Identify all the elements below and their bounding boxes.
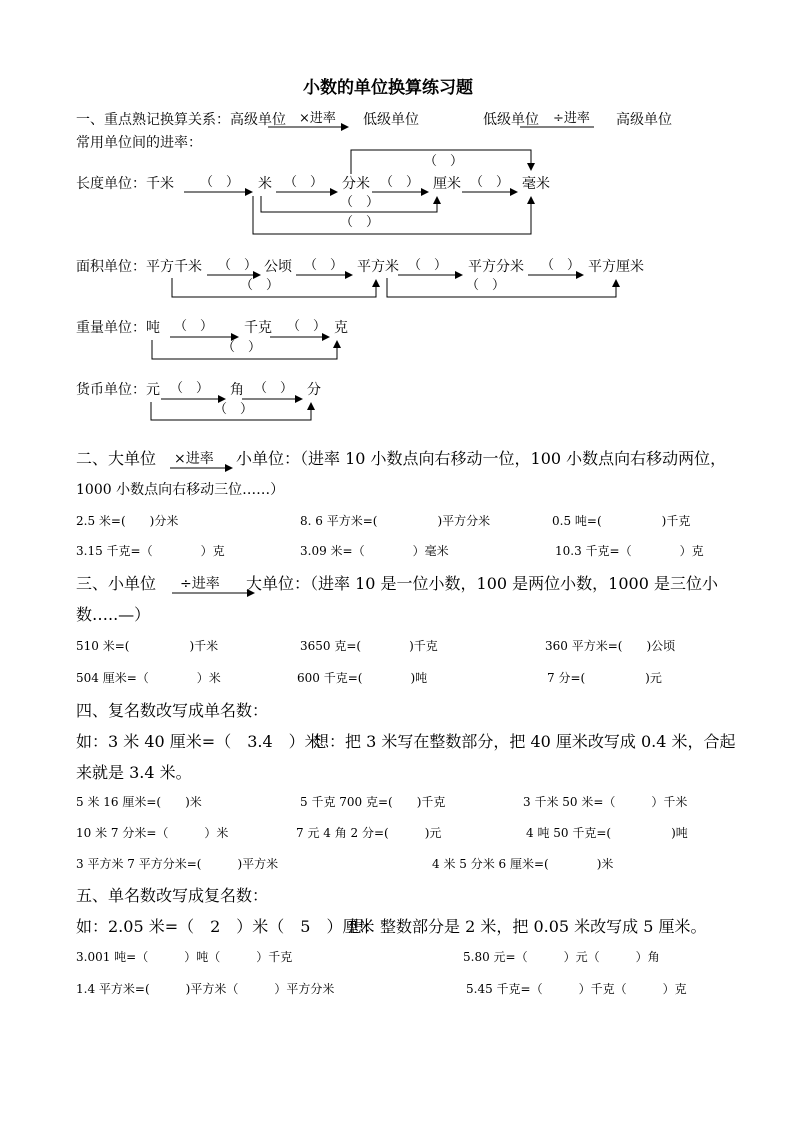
area-blank-low-2: （ ） (466, 278, 506, 293)
length-unit-mm: 毫米 (522, 176, 550, 192)
part5-heading: 五、单名数改写成复名数： (76, 886, 269, 905)
length-blank-top: （ ） (424, 154, 464, 169)
money-bracket (151, 402, 311, 420)
part4-example-b: 想：把 3 米写在整数部分，把 40 厘米改写成 0.4 米，合起 (313, 732, 736, 751)
part1-heading: 一、重点熟记换算关系：高级单位 (76, 112, 286, 128)
part2-rate: ×进率 (174, 451, 214, 467)
money-label: 货币单位： (76, 382, 146, 398)
p2-q5: 3.09 米=（ ）毫米 (300, 544, 449, 558)
area-blank-3: （ ） (408, 258, 448, 273)
length-blank-3: （ ） (380, 175, 420, 190)
area-unit-cm2: 平方厘米 (588, 259, 644, 275)
p2-q4: 3.15 千克=（ ）克 (76, 544, 225, 558)
part3-heading-a: 三、小单位 (76, 574, 157, 593)
p3-q5: 600 千克=( )吨 (297, 671, 428, 685)
p4-q6: 4 吨 50 千克=( )吨 (526, 826, 688, 840)
weight-unit-kg: 千克 (244, 320, 272, 336)
length-label: 长度单位： (76, 176, 146, 192)
div-rate-label: ÷进率 (553, 111, 590, 126)
p4-q2: 5 千克 700 克=( )千克 (300, 795, 446, 809)
p3-q3: 360 平方米=( )公顷 (545, 639, 676, 653)
p3-q6: 7 分=( )元 (547, 671, 662, 685)
p5-q1: 3.001 吨=（ ）吨（ ）千克 (76, 950, 293, 964)
part2-heading-a: 二、大单位 (76, 449, 157, 468)
part3-rate: ÷进率 (180, 576, 220, 592)
p2-q6: 10.3 千克=（ ）克 (555, 544, 704, 558)
length-blank-1: （ ） (200, 175, 240, 190)
weight-bracket (152, 340, 337, 359)
weight-blank-2: （ ） (287, 319, 327, 334)
p2-q1: 2.5 米=( )分米 (76, 514, 179, 528)
part4-example-a: 如：3 米 40 厘米=（ 3.4 ）米 (76, 732, 321, 751)
area-blank-4: （ ） (541, 258, 581, 273)
p3-q2: 3650 克=( )千克 (300, 639, 438, 653)
p3-q1: 510 米=( )千米 (76, 639, 219, 653)
p2-q2: 8. 6 平方米=( )平方分米 (300, 514, 491, 528)
area-blank-2: （ ） (304, 258, 344, 273)
p4-q4: 10 米 7 分米=（ ）米 (76, 826, 229, 840)
p4-q7: 3 平方米 7 平方分米=( )平方米 (76, 857, 279, 871)
weight-unit-t: 吨 (146, 320, 160, 336)
part4-heading: 四、复名数改写成单名数： (76, 701, 269, 720)
p4-q5: 7 元 4 角 2 分=( )元 (296, 826, 442, 840)
area-unit-ha: 公顷 (264, 259, 292, 275)
area-blank-1: （ ） (218, 258, 258, 273)
weight-unit-g: 克 (334, 320, 348, 336)
part5-example-a: 如：2.05 米=（ 2 ）米（ 5 ）厘米 (76, 917, 375, 936)
common-rate-label: 常用单位间的进率： (76, 135, 202, 151)
low-unit-label: 低级单位 (363, 112, 419, 128)
p3-q4: 504 厘米=（ ）米 (76, 671, 221, 685)
weight-blank-low: （ ） (222, 340, 262, 355)
money-unit-yuan: 元 (146, 382, 160, 398)
money-blank-2: （ ） (254, 381, 294, 396)
page-title: 小数的单位换算练习题 (303, 78, 473, 98)
p4-q1: 5 米 16 厘米=( )米 (76, 795, 202, 809)
p2-q3: 0.5 吨=( )千克 (552, 514, 691, 528)
length-unit-cm: 厘米 (433, 176, 461, 192)
part2-heading-c: 1000 小数点向右移动三位……） (76, 482, 285, 498)
area-unit-km2: 平方千米 (146, 259, 202, 275)
length-blank-low-2: （ ） (340, 215, 380, 230)
area-unit-m2: 平方米 (357, 259, 399, 275)
part2-heading-b: 小单位：（进率 10 小数点向右移动一位，100 小数点向右移动两位， (236, 449, 727, 468)
money-unit-fen: 分 (307, 382, 321, 398)
length-bracket-low-1 (261, 196, 437, 212)
weight-blank-1: （ ） (174, 319, 214, 334)
length-unit-km: 千米 (146, 176, 174, 192)
high-unit-label: 高级单位 (616, 112, 672, 128)
length-unit-m: 米 (258, 176, 272, 192)
area-label: 面积单位： (76, 259, 146, 275)
length-blank-4: （ ） (470, 175, 510, 190)
weight-label: 重量单位： (76, 320, 146, 336)
length-blank-low-1: （ ） (340, 195, 380, 210)
area-bracket-2 (387, 278, 616, 297)
length-bracket-low-2 (253, 196, 531, 234)
p4-q3: 3 千米 50 米=（ ）千米 (523, 795, 688, 809)
p4-q8: 4 米 5 分米 6 厘米=( )米 (432, 857, 614, 871)
length-unit-dm: 分米 (342, 176, 370, 192)
money-blank-1: （ ） (170, 381, 210, 396)
money-unit-jiao: 角 (230, 382, 244, 398)
part3-heading-b: 大单位：（进率 10 是一位小数，100 是两位小数，1000 是三位小 (246, 574, 718, 593)
low-unit-label-2: 低级单位 (483, 112, 539, 128)
area-bracket-1 (172, 278, 376, 297)
mul-rate-label: ×进率 (299, 111, 336, 126)
p5-q4: 5.45 千克=（ ）千克（ ）克 (466, 982, 687, 996)
part4-example-c: 来就是 3.4 米。 (76, 763, 192, 782)
length-blank-2: （ ） (284, 175, 324, 190)
area-unit-dm2: 平方分米 (468, 259, 524, 275)
area-blank-low-1: （ ） (240, 278, 280, 293)
p5-q2: 5.80 元=（ ）元（ ）角 (463, 950, 660, 964)
p5-q3: 1.4 平方米=( )平方米（ ）平方分米 (76, 982, 335, 996)
part5-example-b: 想：整数部分是 2 米，把 0.05 米改写成 5 厘米。 (348, 917, 707, 936)
money-blank-low: （ ） (214, 402, 254, 417)
length-bracket-top (351, 150, 531, 174)
part3-heading-c: 数…..—） (76, 605, 151, 624)
